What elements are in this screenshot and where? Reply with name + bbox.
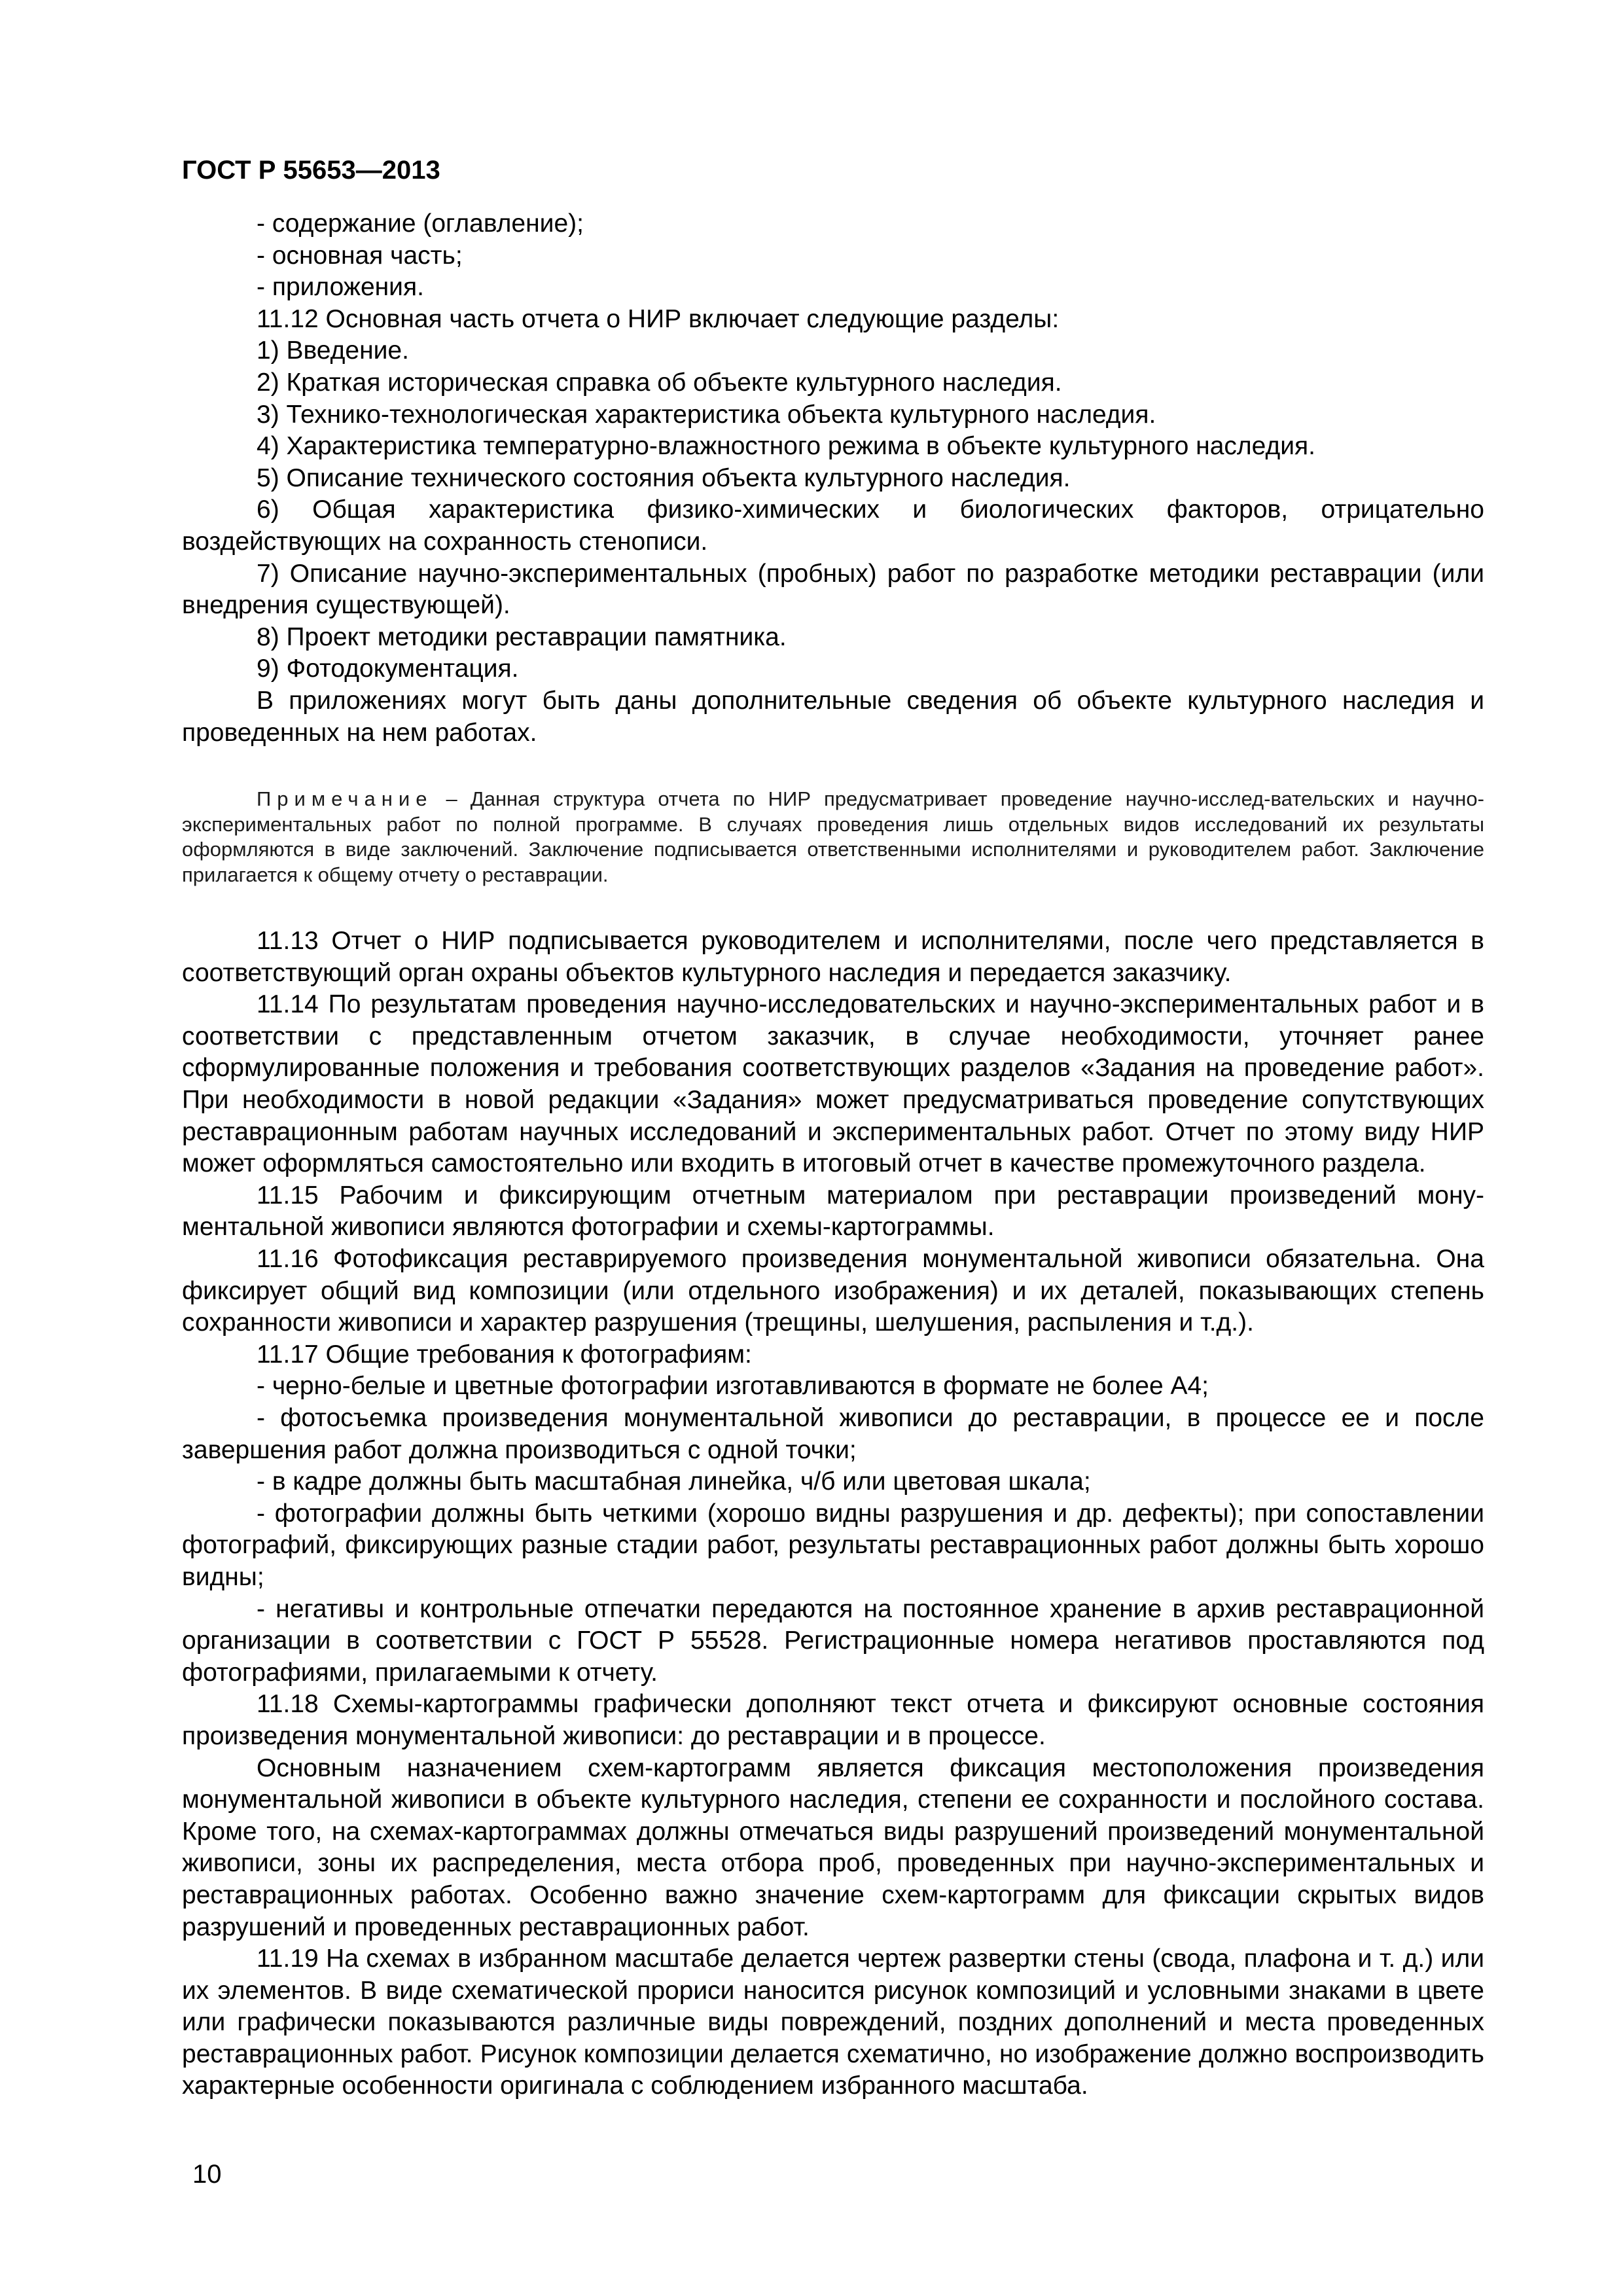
paragraph: - основная часть;	[257, 241, 463, 270]
paragraph: 7) Описание научно-экспериментальных (пробных) работ по разработке методики реставрации (или внедрения существующей).	[182, 559, 1484, 620]
paragraph: - негативы и контрольные отпечатки передаются на постоянное хранение в архив реставрационной организации в соответствии с ГОСТ Р 55528. Регистрационные номера негативов проставляются под фотографиями, прилагаемыми к отчету.	[182, 1594, 1484, 1687]
paragraph: 11.15 Рабочим и фиксирующим отчетным материалом при реставрации произведений монументальной живописи являются фотографии и схемы-картограммы.	[182, 1181, 1484, 1242]
paragraph: - содержание (оглавление);	[257, 209, 584, 238]
paragraph: - фотосъемка произведения монументальной живописи до реставрации, в процессе ее и после завершения работ должна производиться с одной точки;	[182, 1404, 1484, 1464]
paragraph: - приложения.	[257, 273, 424, 302]
document-header: ГОСТ Р 55653—2013	[182, 156, 440, 185]
paragraph: 4) Характеристика температурно-влажностного режима в объекте культурного наследия.	[257, 432, 1315, 461]
paragraph: 5) Описание технического состояния объекта культурного наследия.	[257, 463, 1071, 492]
paragraph: Основным назначением схем-картограмм является фиксация местоположения произведения монументальной живописи в объекте культурного наследия, степени ее сохранности и послойного состава. Кроме того, на схемах-картограммах должны отмечаться виды разрушений произведений монументальной живописи, зоны их распределения, места отбора проб, проведенных при научно-экспериментальных и реставрационных работах. Особенно важно значение схем-картограмм для фиксации скрытых видов разрушений и проведенных реставрационных работ.	[182, 1753, 1484, 1941]
paragraph: 11.12 Основная часть отчета о НИР включает следующие разделы:	[257, 304, 1060, 333]
page-number: 10	[192, 2160, 222, 2189]
paragraph: 11.19 На схемах в избранном масштабе делается чертеж развертки стены (свода, плафона и т. д.) или их элементов. В виде схематической прориси наносится рисунок композиций и условными знаками в цвете или графически показываются различные виды повреждений, поздних дополнений и места проведенных реставрационных работ. Рисунок композиции делается схематично, но изображение должно воспроизводить характерные особенности оригинала с соблюдением избранного масштаба.	[182, 1945, 1484, 2100]
note-text: – Данная структура отчета по НИР предусматривает проведение научно-исслед-вательских и научно-экспериментальных работ по полной программе. В случаях проведения лишь отдельных видов исследований их результаты оформляются в виде заключений. Заключение подписывается ответственными исполнителями и руководителем работ. Заключение прилагается к общему отчету о реставрации.	[182, 787, 1484, 886]
paragraph: - черно-белые и цветные фотографии изготавливаются в формате не более А4;	[257, 1372, 1209, 1401]
paragraph: 11.17 Общие требования к фотографиям:	[257, 1340, 752, 1369]
paragraph: 1) Введение.	[257, 336, 409, 365]
paragraph: 11.14 По результатам проведения научно-исследовательских и научно-экспериментальных работ и в соответствии с представленным отчетом заказчик, в случае необходимости, уточняет ранее сформулированные положения и требования соответствующих разделов «Задания на проведение работ». При необходимости в новой редакции «Задания» может предусматриваться проведение сопутствующих реставрационным работам научных исследований и экспериментальных работ. Отчет по этому виду НИР может оформляться самостоятельно или входить в итоговый отчет в качестве промежуточного раздела.	[182, 990, 1484, 1178]
paragraph: 8) Проект методики реставрации памятника.	[257, 622, 787, 651]
document-body	[182, 208, 1484, 2102]
paragraph: 11.16 Фотофиксация реставрируемого произведения монументальной живописи обязательна. Она фиксирует общий вид композиции (или отдельного изображения) и их деталей, показывающих степень сохранности живописи и характер разрушения (трещины, шелушения, распыления и т.д.).	[182, 1245, 1484, 1337]
paragraph: 2) Краткая историческая справка об объекте культурного наследия.	[257, 368, 1062, 397]
section-top	[182, 208, 1484, 749]
paragraph: 11.13 Отчет о НИР подписывается руководителем и исполнителями, после чего представляется в соответствующий орган охраны объектов культурного наследия и передается заказчику.	[182, 927, 1484, 987]
paragraph: - фотографии должны быть четкими (хорошо видны разрушения и др. дефекты); при сопоставлении фотографий, фиксирующих разные стадии работ, результаты реставрационных работ должны быть хорошо видны;	[182, 1499, 1484, 1591]
paragraph: В приложениях могут быть даны дополнительные сведения об объекте культурного наследия и проведенных на нем работах.	[182, 686, 1484, 747]
section-bottom	[182, 925, 1484, 2102]
paragraph: 9) Фотодокументация.	[257, 655, 519, 683]
note	[182, 787, 1484, 888]
paragraph: 3) Технико-технологическая характеристика объекта культурного наследия.	[257, 400, 1156, 429]
paragraph: 11.18 Схемы-картограммы графически дополняют текст отчета и фиксируют основные состояния произведения монументальной живописи: до реставрации и в процессе.	[182, 1690, 1484, 1750]
note-label: Примечание	[257, 787, 433, 811]
paragraph: - в кадре должны быть масштабная линейка, ч/б или цветовая шкала;	[257, 1467, 1091, 1496]
paragraph: 6) Общая характеристика физико-химических и биологических факторов, отрицательно воздействующих на сохранность стенописи.	[182, 495, 1484, 556]
